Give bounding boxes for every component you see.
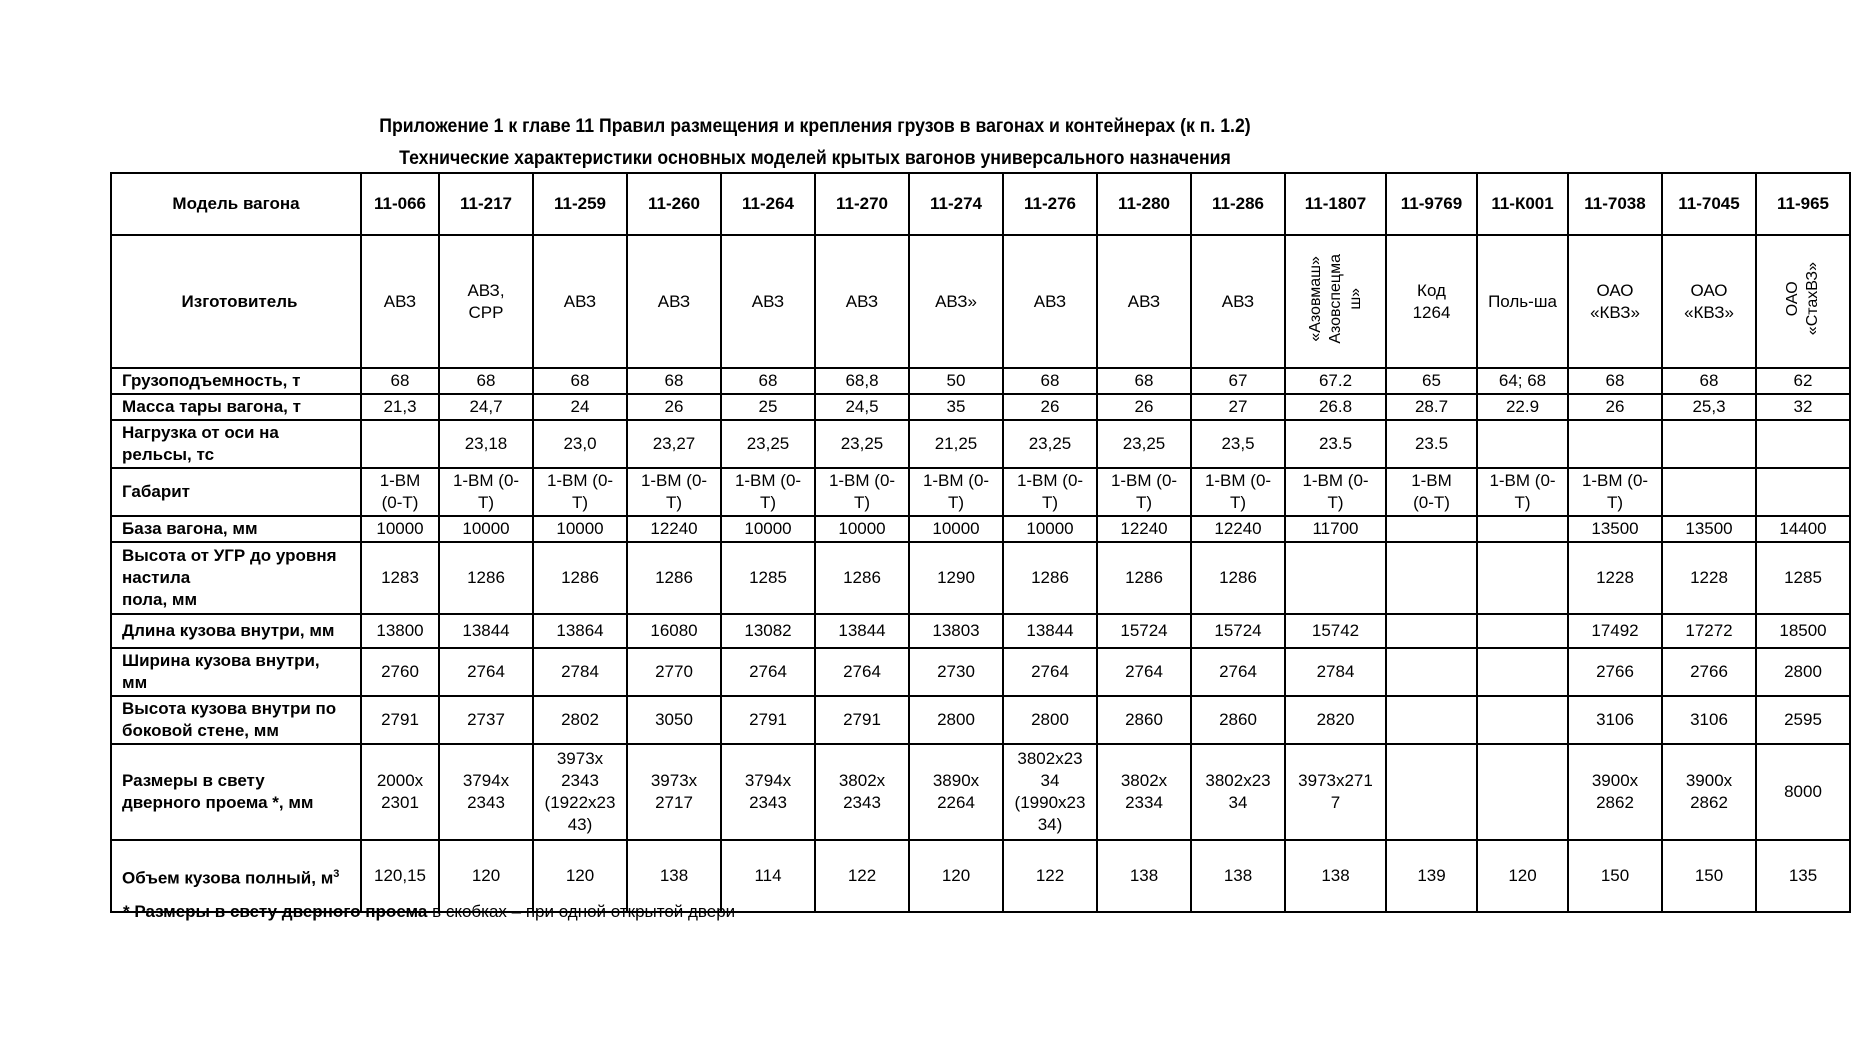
table-cell: 23,25	[1097, 420, 1191, 468]
table-cell: 120	[533, 840, 627, 912]
table-cell: 62	[1756, 368, 1850, 394]
manufacturer-cell	[1756, 235, 1850, 368]
table-cell: 10000	[721, 516, 815, 542]
manufacturer-vertical-text: «Азовмаш» Азовспецма ш»	[1306, 253, 1364, 344]
table-cell: 32	[1756, 394, 1850, 420]
table-cell: 3973х271 7	[1285, 744, 1386, 840]
table-cell: 17492	[1568, 614, 1662, 648]
row-label-text: Габарит	[122, 482, 190, 501]
table-cell: 50	[909, 368, 1003, 394]
table-cell: 23,18	[439, 420, 533, 468]
table-cell: 13082	[721, 614, 815, 648]
table-cell: 2791	[361, 696, 439, 744]
row-label	[111, 394, 361, 420]
table-cell: 65	[1386, 368, 1477, 394]
row-label-superscript: 3	[333, 867, 340, 880]
table-cell: 1228	[1662, 542, 1756, 614]
table-cell: 2770	[627, 648, 721, 696]
table-cell: 21,25	[909, 420, 1003, 468]
table-row	[111, 542, 1850, 614]
table-cell: 23,5	[1191, 420, 1285, 468]
table-cell	[1477, 648, 1568, 696]
table-cell	[1477, 744, 1568, 840]
model-header: 11-1807	[1285, 173, 1386, 235]
table-cell: 1-ВМ (0- Т)	[1568, 468, 1662, 516]
table-cell: 1-ВМ (0- Т)	[1003, 468, 1097, 516]
row-label-text: Размеры в свету дверного проема *, мм	[122, 771, 314, 812]
table-cell: 17272	[1662, 614, 1756, 648]
table-cell: 26	[627, 394, 721, 420]
model-header: 11-965	[1756, 173, 1850, 235]
table-cell	[1386, 696, 1477, 744]
table-cell: 3050	[627, 696, 721, 744]
table-cell: 24,7	[439, 394, 533, 420]
table-cell: 25	[721, 394, 815, 420]
table-cell	[1386, 744, 1477, 840]
table-cell: 2764	[1003, 648, 1097, 696]
table-cell: 1290	[909, 542, 1003, 614]
table-cell: 1-ВМ (0- Т)	[627, 468, 721, 516]
table-cell: 2791	[815, 696, 909, 744]
row-label	[111, 648, 361, 696]
table-cell: 2860	[1191, 696, 1285, 744]
manufacturer-cell: ОАО «КВЗ»	[1568, 235, 1662, 368]
manufacturer-vertical-text: ОАО «СтахВЗ»	[1784, 261, 1821, 336]
table-cell: 138	[627, 840, 721, 912]
table-cell: 10000	[439, 516, 533, 542]
table-cell: 1283	[361, 542, 439, 614]
manufacturer-cell: Код 1264	[1386, 235, 1477, 368]
table-cell: 1285	[1756, 542, 1850, 614]
model-header: 11-259	[533, 173, 627, 235]
manufacturer-cell: АВЗ	[533, 235, 627, 368]
table-cell: 120,15	[361, 840, 439, 912]
table-cell: 13864	[533, 614, 627, 648]
table-cell	[361, 420, 439, 468]
table-cell: 68	[1097, 368, 1191, 394]
table-cell: 135	[1756, 840, 1850, 912]
table-cell: 3973х 2343 (1922х23 43)	[533, 744, 627, 840]
table-cell: 2800	[909, 696, 1003, 744]
table-cell: 120	[909, 840, 1003, 912]
row-label-text: Длина кузова внутри, мм	[122, 621, 335, 640]
table-cell: 2802	[533, 696, 627, 744]
table-cell: 15724	[1191, 614, 1285, 648]
table-cell: 26	[1003, 394, 1097, 420]
table-cell: 23.5	[1386, 420, 1477, 468]
row-label-text: Объем кузова полный, м	[122, 868, 334, 888]
manufacturer-cell: АВЗ	[1097, 235, 1191, 368]
table-cell: 2800	[1756, 648, 1850, 696]
table-cell	[1756, 420, 1850, 468]
table-cell: 2730	[909, 648, 1003, 696]
table-cell: 15742	[1285, 614, 1386, 648]
manufacturer-cell: АВЗ	[721, 235, 815, 368]
table-cell: 1-ВМ (0- Т)	[815, 468, 909, 516]
table-cell: 3973х 2717	[627, 744, 721, 840]
table-cell	[1386, 648, 1477, 696]
table-cell: 122	[1003, 840, 1097, 912]
table-cell: 2737	[439, 696, 533, 744]
row-label	[111, 696, 361, 744]
table-cell: 2800	[1003, 696, 1097, 744]
table-cell: 68	[439, 368, 533, 394]
header-row	[111, 173, 1850, 235]
table-cell: 22.9	[1477, 394, 1568, 420]
table-cell: 10000	[909, 516, 1003, 542]
table-cell: 2764	[1097, 648, 1191, 696]
table-cell: 12240	[1191, 516, 1285, 542]
table-cell: 2791	[721, 696, 815, 744]
table-cell: 2764	[439, 648, 533, 696]
table-cell: 15724	[1097, 614, 1191, 648]
table-cell: 1-ВМ (0- Т)	[721, 468, 815, 516]
row-label-text: Масса тары вагона, т	[122, 397, 301, 416]
table-cell	[1386, 542, 1477, 614]
header-label: Модель вагона	[111, 173, 361, 235]
manufacturer-cell: АВЗ	[815, 235, 909, 368]
row-label-text: Высота от УГР до уровня настила пола, мм	[122, 546, 337, 609]
table-cell: 14400	[1756, 516, 1850, 542]
table-cell	[1756, 468, 1850, 516]
table-cell: 13844	[815, 614, 909, 648]
table-cell: 120	[439, 840, 533, 912]
table-cell	[1568, 420, 1662, 468]
table-cell: 1228	[1568, 542, 1662, 614]
page-title: Приложение 1 к главе 11 Правил размещения и крепления грузов в вагонах и контейнерах (к п. 1.2)	[379, 116, 1251, 137]
table-cell	[1477, 542, 1568, 614]
table-cell: 1-ВМ (0- Т)	[1285, 468, 1386, 516]
table-cell: 3900х 2862	[1662, 744, 1756, 840]
table-cell: 2784	[533, 648, 627, 696]
table-cell: 2766	[1568, 648, 1662, 696]
table-cell: 1286	[627, 542, 721, 614]
table-cell: 2764	[1191, 648, 1285, 696]
table-cell: 68	[1568, 368, 1662, 394]
row-label-text: Нагрузка от оси на рельсы, тс	[122, 423, 279, 464]
model-header: 11-270	[815, 173, 909, 235]
manufacturer-cell: АВЗ»	[909, 235, 1003, 368]
table-cell: 18500	[1756, 614, 1850, 648]
table-cell: 27	[1191, 394, 1285, 420]
model-header: 11-066	[361, 173, 439, 235]
table-cell: 68	[627, 368, 721, 394]
table-cell: 35	[909, 394, 1003, 420]
table-cell: 10000	[815, 516, 909, 542]
table-row	[111, 744, 1850, 840]
table-cell: 3802х 2343	[815, 744, 909, 840]
table-cell: 21,3	[361, 394, 439, 420]
table-cell: 10000	[533, 516, 627, 542]
table-cell: 13803	[909, 614, 1003, 648]
table-cell: 68	[721, 368, 815, 394]
table-cell: 3890х 2264	[909, 744, 1003, 840]
manufacturer-cell: ОАО «КВЗ»	[1662, 235, 1756, 368]
row-label-text: База вагона, мм	[122, 519, 258, 538]
table-cell: 23,25	[1003, 420, 1097, 468]
row-label: Изготовитель	[111, 235, 361, 368]
table-row	[111, 394, 1850, 420]
table-cell: 3794х 2343	[721, 744, 815, 840]
table-cell: 3106	[1568, 696, 1662, 744]
table-cell: 16080	[627, 614, 721, 648]
table-cell: 1-ВМ (0- Т)	[1097, 468, 1191, 516]
table-cell: 1-ВМ (0-Т)	[361, 468, 439, 516]
table-cell: 120	[1477, 840, 1568, 912]
row-label-text: Грузоподъемность, т	[122, 371, 301, 390]
table-cell: 3794х 2343	[439, 744, 533, 840]
table-cell: 138	[1097, 840, 1191, 912]
table-cell	[1386, 614, 1477, 648]
table-cell: 2784	[1285, 648, 1386, 696]
table-cell: 3106	[1662, 696, 1756, 744]
table-cell: 3900х 2862	[1568, 744, 1662, 840]
model-header: 11-260	[627, 173, 721, 235]
model-header: 11-217	[439, 173, 533, 235]
table-cell: 138	[1191, 840, 1285, 912]
table-cell: 10000	[361, 516, 439, 542]
table-cell: 10000	[1003, 516, 1097, 542]
table-cell: 114	[721, 840, 815, 912]
table-cell: 26.8	[1285, 394, 1386, 420]
table-cell: 150	[1662, 840, 1756, 912]
model-header: 11-9769	[1386, 173, 1477, 235]
table-cell: 122	[815, 840, 909, 912]
table-cell: 24,5	[815, 394, 909, 420]
row-label	[111, 468, 361, 516]
table-cell: 1-ВМ (0- Т)	[1477, 468, 1568, 516]
table-cell: 1286	[1191, 542, 1285, 614]
table-cell: 2764	[815, 648, 909, 696]
table-cell: 1286	[1003, 542, 1097, 614]
table-cell: 13844	[1003, 614, 1097, 648]
manufacturer-cell: АВЗ	[361, 235, 439, 368]
table-cell: 1-ВМ (0- Т)	[909, 468, 1003, 516]
table-cell: 2000х 2301	[361, 744, 439, 840]
footnote-bold: * Размеры в свету дверного проема	[123, 902, 428, 921]
table-cell: 68	[361, 368, 439, 394]
table-cell: 1286	[439, 542, 533, 614]
manufacturer-cell	[1285, 235, 1386, 368]
manufacturer-cell: АВЗ	[1003, 235, 1097, 368]
table-cell	[1477, 696, 1568, 744]
table-cell: 3802х23 34 (1990х23 34)	[1003, 744, 1097, 840]
table-cell: 68	[1662, 368, 1756, 394]
table-cell: 13500	[1662, 516, 1756, 542]
table-row	[111, 614, 1850, 648]
table-cell: 2820	[1285, 696, 1386, 744]
table-cell: 13500	[1568, 516, 1662, 542]
table-cell: 13800	[361, 614, 439, 648]
table-cell: 3802х 2334	[1097, 744, 1191, 840]
table-cell: 68	[533, 368, 627, 394]
table-cell: 26	[1097, 394, 1191, 420]
table-cell	[1285, 542, 1386, 614]
table-cell	[1662, 420, 1756, 468]
table-cell: 1285	[721, 542, 815, 614]
table-cell: 68,8	[815, 368, 909, 394]
table-row	[111, 420, 1850, 468]
table-cell	[1477, 614, 1568, 648]
row-label	[111, 516, 361, 542]
table-row	[111, 648, 1850, 696]
table-cell: 68	[1003, 368, 1097, 394]
spec-table	[110, 172, 1851, 913]
table-cell: 2764	[721, 648, 815, 696]
row-label-text: Высота кузова внутри по боковой стене, мм	[122, 699, 337, 740]
model-header: 11-7038	[1568, 173, 1662, 235]
table-row	[111, 696, 1850, 744]
table-cell: 24	[533, 394, 627, 420]
row-label-text: Ширина кузова внутри, мм	[122, 651, 320, 692]
table-cell: 1-ВМ (0- Т)	[533, 468, 627, 516]
model-header: 11-286	[1191, 173, 1285, 235]
table-cell: 26	[1568, 394, 1662, 420]
table-cell	[1662, 468, 1756, 516]
table-cell: 23,0	[533, 420, 627, 468]
table-cell: 2766	[1662, 648, 1756, 696]
row-label	[111, 614, 361, 648]
table-cell: 23.5	[1285, 420, 1386, 468]
row-label	[111, 744, 361, 840]
model-header: 11-К001	[1477, 173, 1568, 235]
model-header: 11-7045	[1662, 173, 1756, 235]
table-cell: 1-ВМ (0- Т)	[1191, 468, 1285, 516]
table-row	[111, 368, 1850, 394]
table-cell: 3802х23 34	[1191, 744, 1285, 840]
table-cell: 13844	[439, 614, 533, 648]
table-cell: 12240	[627, 516, 721, 542]
row-label	[111, 420, 361, 468]
table-cell: 1-ВМ (0-Т)	[1386, 468, 1477, 516]
model-header: 11-264	[721, 173, 815, 235]
table-row	[111, 516, 1850, 542]
table-cell: 138	[1285, 840, 1386, 912]
model-header: 11-274	[909, 173, 1003, 235]
table-cell: 1286	[815, 542, 909, 614]
table-cell: 12240	[1097, 516, 1191, 542]
table-cell: 23,25	[815, 420, 909, 468]
table-cell: 67	[1191, 368, 1285, 394]
table-cell: 8000	[1756, 744, 1850, 840]
manufacturer-cell: АВЗ	[1191, 235, 1285, 368]
row-label	[111, 368, 361, 394]
table-cell: 67.2	[1285, 368, 1386, 394]
manufacturer-row	[111, 235, 1850, 368]
table-cell: 1-ВМ (0- Т)	[439, 468, 533, 516]
table-cell: 1286	[1097, 542, 1191, 614]
table-cell: 139	[1386, 840, 1477, 912]
table-cell	[1386, 516, 1477, 542]
table-cell: 2760	[361, 648, 439, 696]
table-cell: 150	[1568, 840, 1662, 912]
table-cell: 2595	[1756, 696, 1850, 744]
table-row	[111, 468, 1850, 516]
footnote	[123, 902, 735, 922]
manufacturer-cell: АВЗ	[627, 235, 721, 368]
table-cell	[1477, 516, 1568, 542]
table-cell: 28.7	[1386, 394, 1477, 420]
table-cell: 23,27	[627, 420, 721, 468]
model-header: 11-280	[1097, 173, 1191, 235]
table-cell: 64; 68	[1477, 368, 1568, 394]
table-caption: Технические характеристики основных моделей крытых вагонов универсального назначения	[399, 148, 1231, 169]
table-cell: 11700	[1285, 516, 1386, 542]
model-header: 11-276	[1003, 173, 1097, 235]
table-cell: 25,3	[1662, 394, 1756, 420]
row-label	[111, 542, 361, 614]
table-cell: 2860	[1097, 696, 1191, 744]
manufacturer-cell: Поль-ша	[1477, 235, 1568, 368]
table-cell: 23,25	[721, 420, 815, 468]
table-cell	[1477, 420, 1568, 468]
footnote-text: в скобках – при одной открытой двери	[427, 902, 736, 921]
table-cell: 1286	[533, 542, 627, 614]
manufacturer-cell: АВЗ, СРР	[439, 235, 533, 368]
